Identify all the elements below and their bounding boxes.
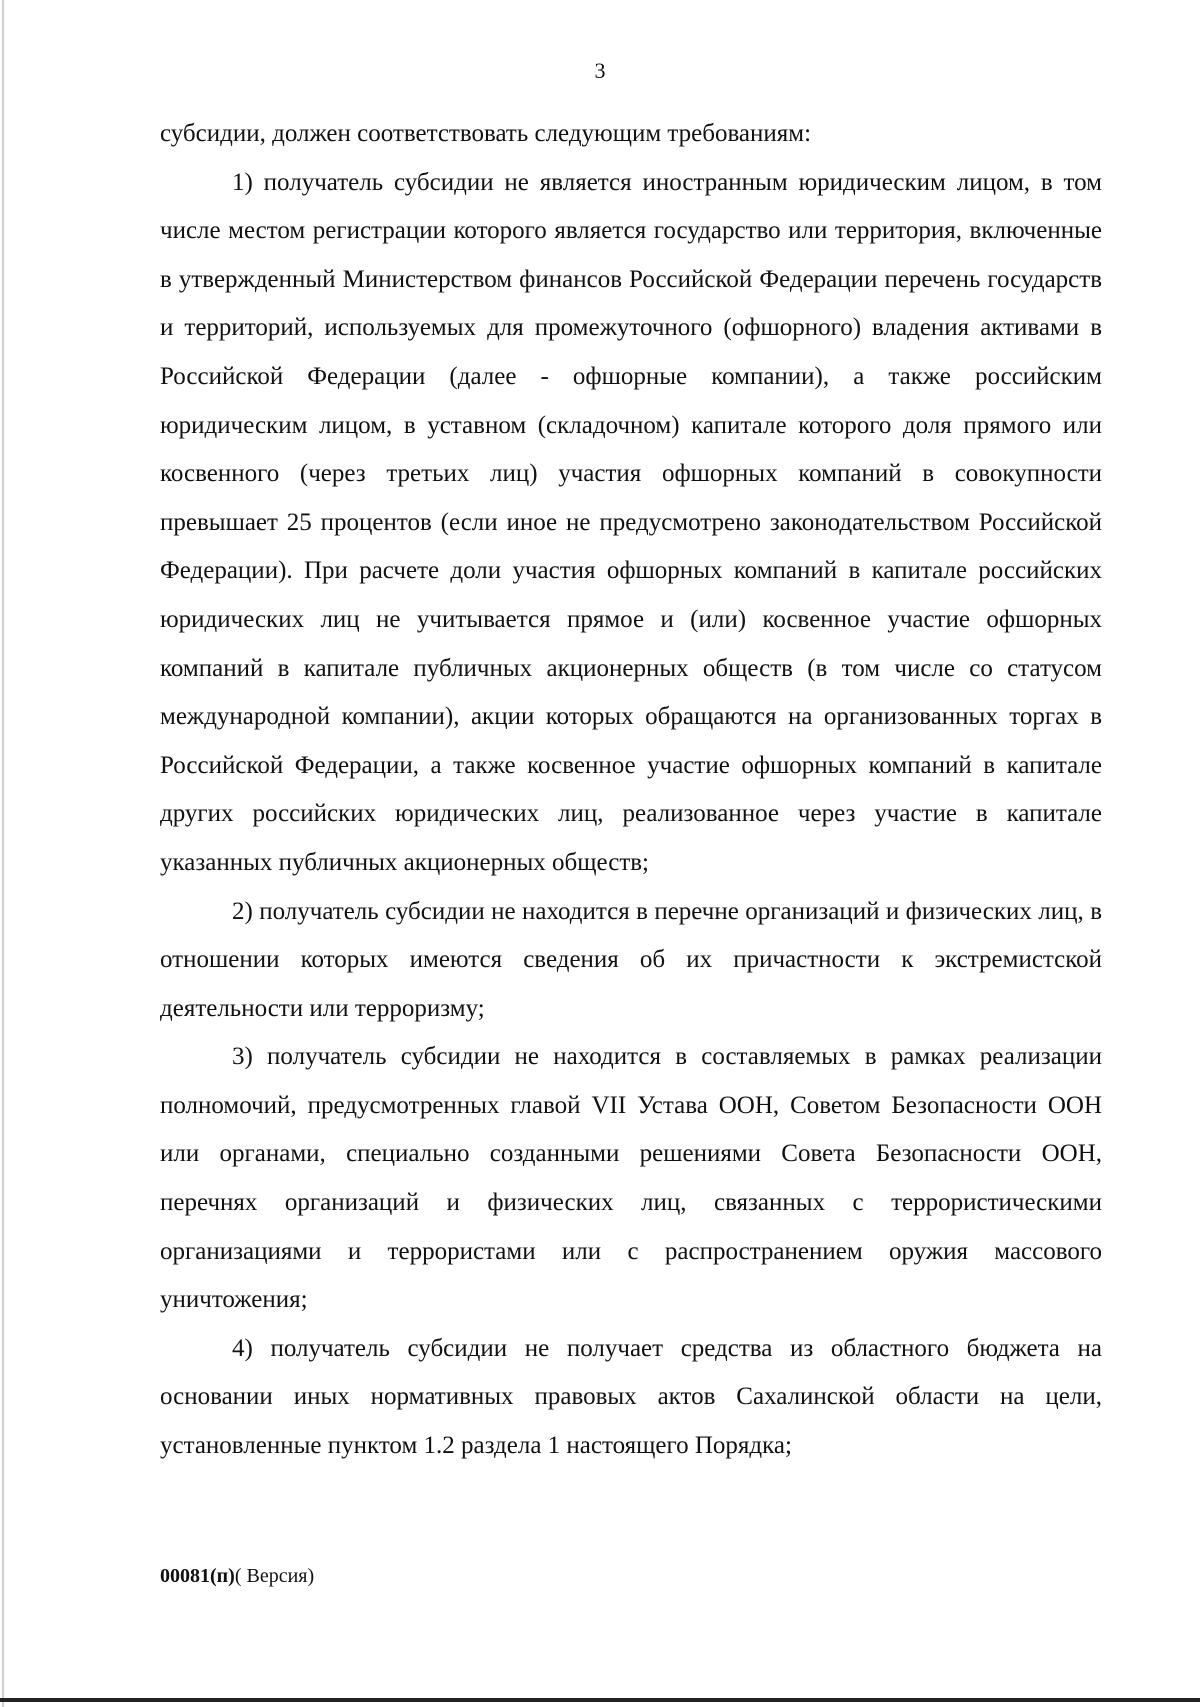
paragraph-continuation: субсидии, должен соответствовать следующим требованиям: [160, 120, 812, 147]
document-code: 00081(п) [160, 1565, 235, 1587]
scan-edge-left [2, 0, 4, 1707]
paragraph-item-3: 3) получатель субсидии не находится в составляемых в рамках реализации полномочий, предусмотренных главой VII Устава ООН, Советом Безопасности ООН или органами, специально созданными решениями Совета Безопасности ООН, перечнях организаций и физических лиц, связанных с террористическими организациями и террористами или с распространением оружия массового уничтожения; [160, 1043, 1102, 1314]
paragraph-item-2: 2) получатель субсидии не находится в перечне организаций и физических лиц, в отношении которых имеются сведения об их причастности к экстремистской деятельности или терроризму; [160, 897, 1102, 1022]
document-footer [160, 1565, 314, 1588]
document-version: ( Версия) [234, 1565, 315, 1587]
document-body [160, 110, 1102, 1471]
paragraph-item-4: 4) получатель субсидии не получает средства из областного бюджета на основании иных нормативных правовых актов Сахалинской области на цели, установленные пунктом 1.2 раздела 1 настоящего Порядка; [160, 1334, 1102, 1460]
page-number: 3 [594, 58, 606, 83]
scan-edge-bottom [0, 1698, 1200, 1702]
paragraph-item-1: 1) получатель субсидии не является иностранным юридическим лицом, в том числе местом регистрации которого является государство или территория, включенные в утвержденный Министерством финансов Российской Федерации перечень государств и территорий, используемых для промежуточного (офшорного) владения активами в Российской Федерации (далее - офшорные компании), а также российским юридическим лицом, в уставном (складочном) капитале которого доля прямого или косвенного (через третьих лиц) участия офшорных компаний в совокупности превышает 25 процентов (если иное не предусмотрено законодательством Российской Федерации). При расчете доли участия офшорных компаний в капитале российских юридических лиц не учитывается прямое и (или) косвенное участие офшорных компаний в капитале публичных акционерных обществ (в том числе со статусом международной компании), акции которых обращаются на организованных торгах в Российской Федерации, а также косвенное участие офшорных компаний в капитале других российских юридических лиц, реализованное через участие в капитале указанных публичных акционерных обществ; [160, 168, 1102, 876]
